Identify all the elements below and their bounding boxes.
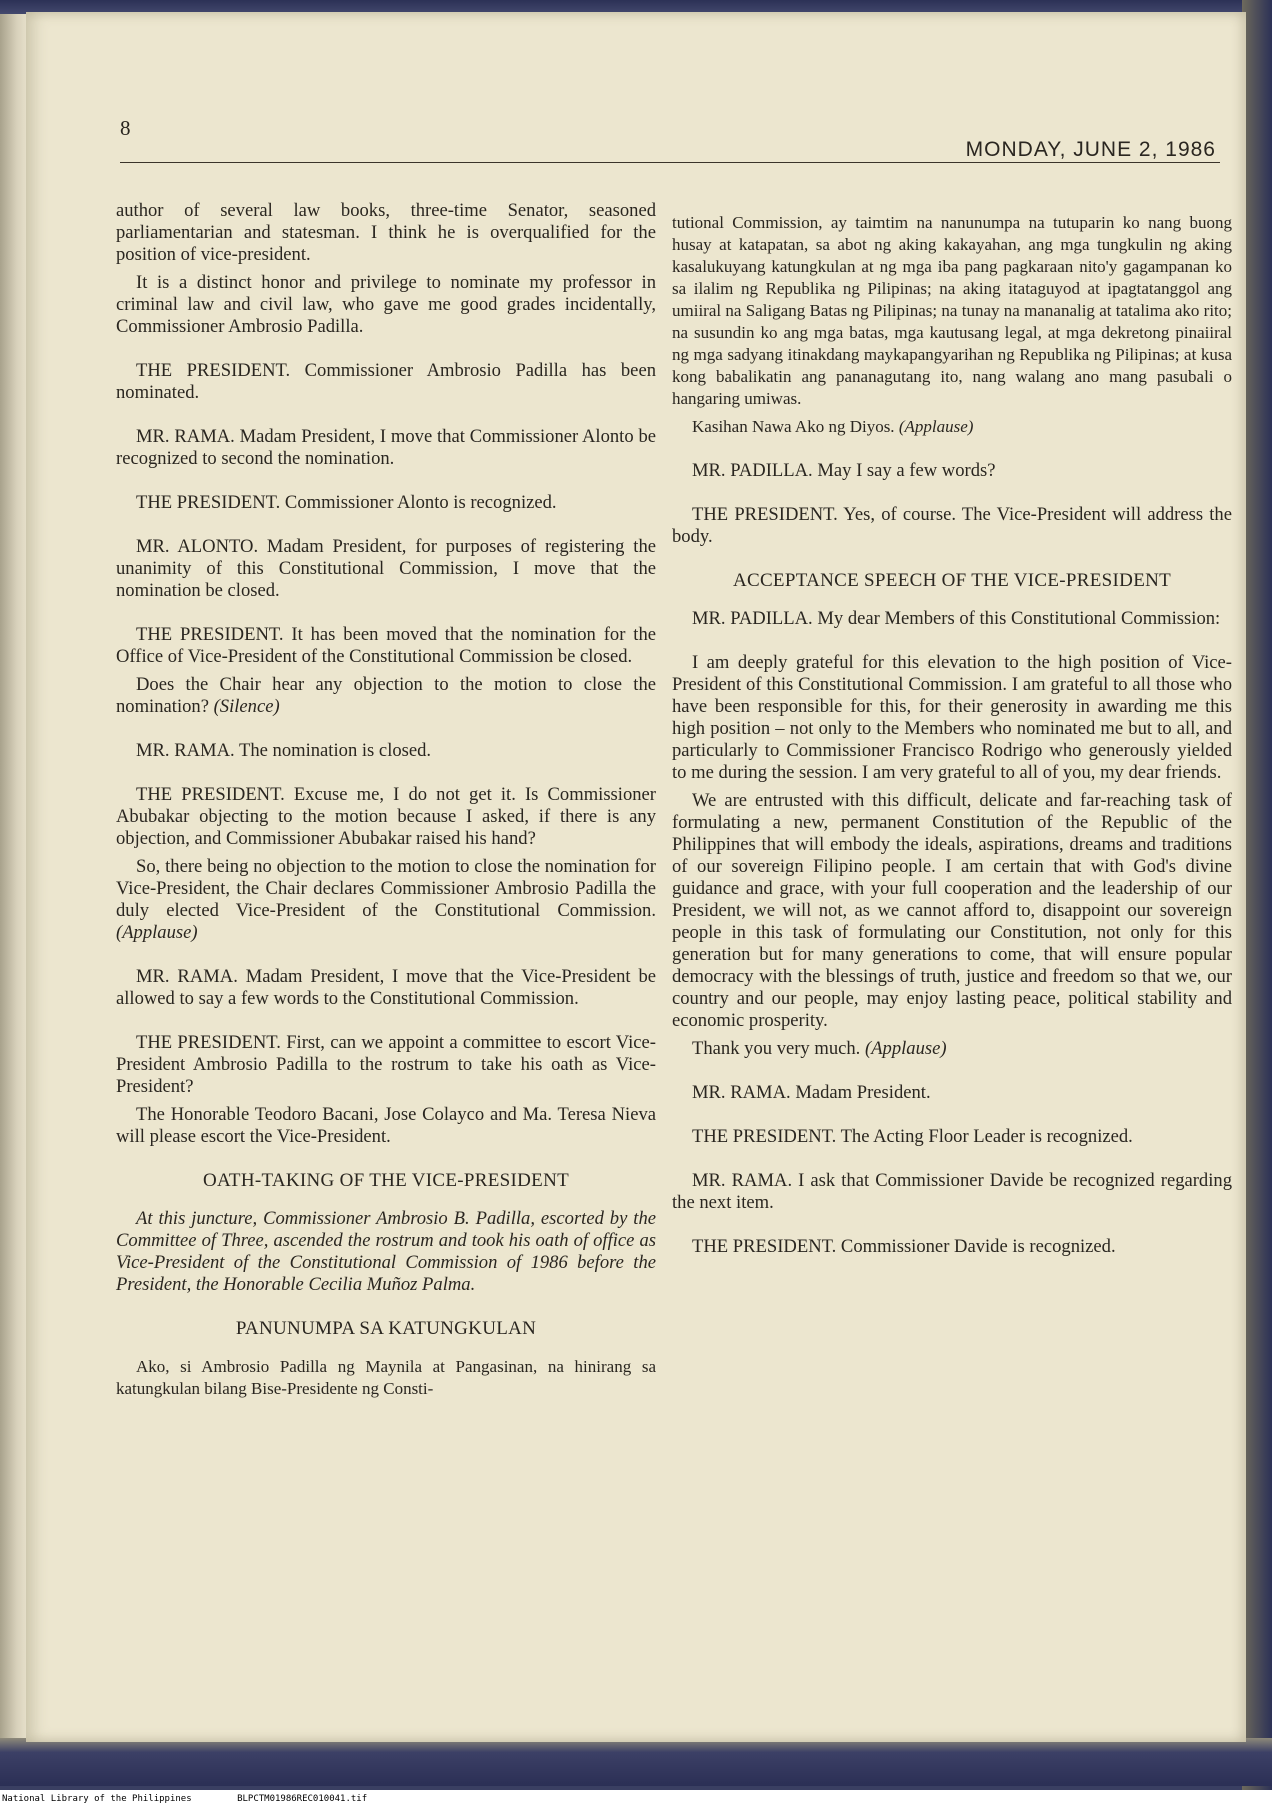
silence-tag: (Silence) — [213, 696, 280, 717]
page-number: 8 — [120, 116, 131, 140]
paragraph: THE PRESIDENT. Commissioner Davide is recognized. — [692, 1236, 1116, 1257]
paragraph-text: Kasihan Nawa Ako ng Diyos. — [692, 417, 895, 436]
scan-source: National Library of the Philippines — [2, 1794, 192, 1804]
paragraph: MR. RAMA. Madam President, I move that the Vice-President be allowed to say a few words to the Constitutional Commission. — [116, 966, 656, 1009]
scan-footer — [0, 1790, 1272, 1808]
paragraph: THE PRESIDENT. Commissioner Ambrosio Padilla has been nominated. — [116, 360, 656, 403]
paragraph-italic: At this juncture, Commissioner Ambrosio B. Padilla, escorted by the Committee of Three, ascended the rostrum and took his oath of office as Vice-President of the Constitutional Commission of 1986 before the President, the Honorable Cecilia Muñoz Palma. — [116, 1208, 656, 1295]
paragraph-text: Does the Chair hear any objection to the motion to close the nomination? — [116, 674, 656, 717]
binding-right-edge — [1242, 0, 1272, 1790]
paragraph: THE PRESIDENT. First, can we appoint a committee to escort Vice-President Ambrosio Padilla to the rostrum to take his oath as Vice-President? — [116, 1032, 656, 1097]
paragraph — [116, 674, 656, 718]
section-heading-panunumpa: PANUNUMPA SA KATUNGKULAN — [235, 1318, 537, 1339]
scan-filename: BLPCTM01986REC010041.tif — [237, 1794, 368, 1804]
paragraph: MR. RAMA. I ask that Commissioner Davide be recognized regarding the next item. — [672, 1170, 1232, 1213]
paragraph: MR. PADILLA. My dear Members of this Constitutional Commission: — [692, 608, 1221, 629]
paragraph: THE PRESIDENT. It has been moved that the nomination for the Office of Vice-President of the Constitutional Commission be closed. — [116, 624, 656, 667]
paragraph: THE PRESIDENT. Commissioner Alonto is recognized. — [136, 492, 557, 513]
paragraph — [672, 416, 1232, 438]
paragraph: We are entrusted with this difficult, delicate and far-reaching task of formulating a new, permanent Constitution of the Republic of the Philippines that will embody the ideals, aspirations, dreams and traditions of our sovereign Filipino people. I am certain that with God's divine guidance and grace, with your full cooperation and the leadership of our President, we will not, as we cannot afford to, disappoint our sovereign people in this task of formulating our Constitution, not only for this generation but for many generations to come, that will ensure popular democracy with the blessings of truth, justice and freedom so that we, our country and our people, may enjoy lasting peace, political stability and economic prosperity. — [672, 790, 1232, 1031]
paragraph-text: So, there being no objection to the motion to close the nomination for Vice-President, the Chair declares Commissioner Ambrosio Padilla the duly elected Vice-President of the Constitutional Commission. — [116, 856, 656, 921]
applause-tag: (Applause) — [865, 1038, 947, 1059]
paragraph: The Honorable Teodoro Bacani, Jose Colayco and Ma. Teresa Nieva will please escort the Vice-President. — [116, 1104, 656, 1147]
applause-tag: (Applause) — [898, 417, 974, 436]
paragraph: author of several law books, three-time Senator, seasoned parliamentarian and statesman. I think he is overqualified for the position of vice-president. — [116, 200, 656, 265]
paragraph: THE PRESIDENT. Yes, of course. The Vice-President will address the body. — [672, 504, 1232, 547]
section-heading-oath: OATH-TAKING OF THE VICE-PRESIDENT — [202, 1170, 570, 1191]
page-date: MONDAY, JUNE 2, 1986 — [965, 138, 1216, 161]
header-rule — [120, 162, 1220, 163]
document-page — [26, 12, 1246, 1742]
page-left-edge — [0, 14, 28, 1742]
paragraph: It is a distinct honor and privilege to nominate my professor in criminal law and civil law, who gave me good grades incidentally, Commissioner Ambrosio Padilla. — [116, 272, 656, 337]
paragraph — [116, 856, 656, 944]
applause-tag: (Applause) — [116, 922, 198, 943]
binding-bottom-edge — [0, 1738, 1272, 1786]
left-column — [116, 200, 656, 1410]
section-heading-acceptance: ACCEPTANCE SPEECH OF THE VICE-PRESIDENT — [732, 570, 1172, 591]
paragraph: MR. RAMA. Madam President, I move that Commissioner Alonto be recognized to second the nomination. — [116, 426, 656, 469]
paragraph: I am deeply grateful for this elevation to the high position of Vice-President of this Constitutional Commission. I am grateful to all those who have been responsible for this, for their generosity in awarding me this high position – not only to the Members who nominated me but to all, and particularly to Commissioner Francisco Rodrigo who generously yielded to me during the session. I am very grateful to all of you, my dear friends. — [672, 652, 1232, 783]
paragraph — [672, 1038, 1232, 1060]
paragraph: MR. RAMA. The nomination is closed. — [136, 740, 432, 761]
paragraph-text: Thank you very much. — [692, 1038, 861, 1059]
paragraph: tutional Commission, ay taimtim na nanunumpa na tutuparin ko nang buong husay at katapatan, sa abot ng aking kakayahan, ang mga tungkulin ng aking kasalukuyang katungkulan at ng mga iba pang pagkaraan nito'y gagampanan ko sa ilalim ng Republika ng Pilipinas; na aking itataguyod at ipagtatanggol ang umiiral na Saligang Batas ng Pilipinas; na tunay na mananalig at tatalima ako rito; na susundin ko ang mga batas, mga kautusang legal, at mga dekretong pinaiiral ng mga sadyang itinakdang maykapangyarihan ng Republika ng Pilipinas; at kusa kong babalikatin ang pananagutang ito, nang walang ano mang pasubali o hangaring umiwas. — [672, 213, 1232, 408]
paragraph: MR. PADILLA. May I say a few words? — [692, 460, 996, 481]
paragraph: THE PRESIDENT. The Acting Floor Leader is recognized. — [692, 1126, 1133, 1147]
paragraph: MR. RAMA. Madam President. — [692, 1082, 931, 1103]
paragraph: THE PRESIDENT. Excuse me, I do not get it. Is Commissioner Abubakar objecting to the motion because I asked, if there is any objection, and Commissioner Abubakar raised his hand? — [116, 784, 656, 849]
right-column — [672, 212, 1232, 1268]
paragraph: Ako, si Ambrosio Padilla ng Maynila at Pangasinan, na hinirang sa katungkulan bilang Bise-Presidente ng Consti- — [116, 1357, 656, 1398]
paragraph: MR. ALONTO. Madam President, for purposes of registering the unanimity of this Constitutional Commission, I move that the nomination be closed. — [116, 536, 656, 601]
